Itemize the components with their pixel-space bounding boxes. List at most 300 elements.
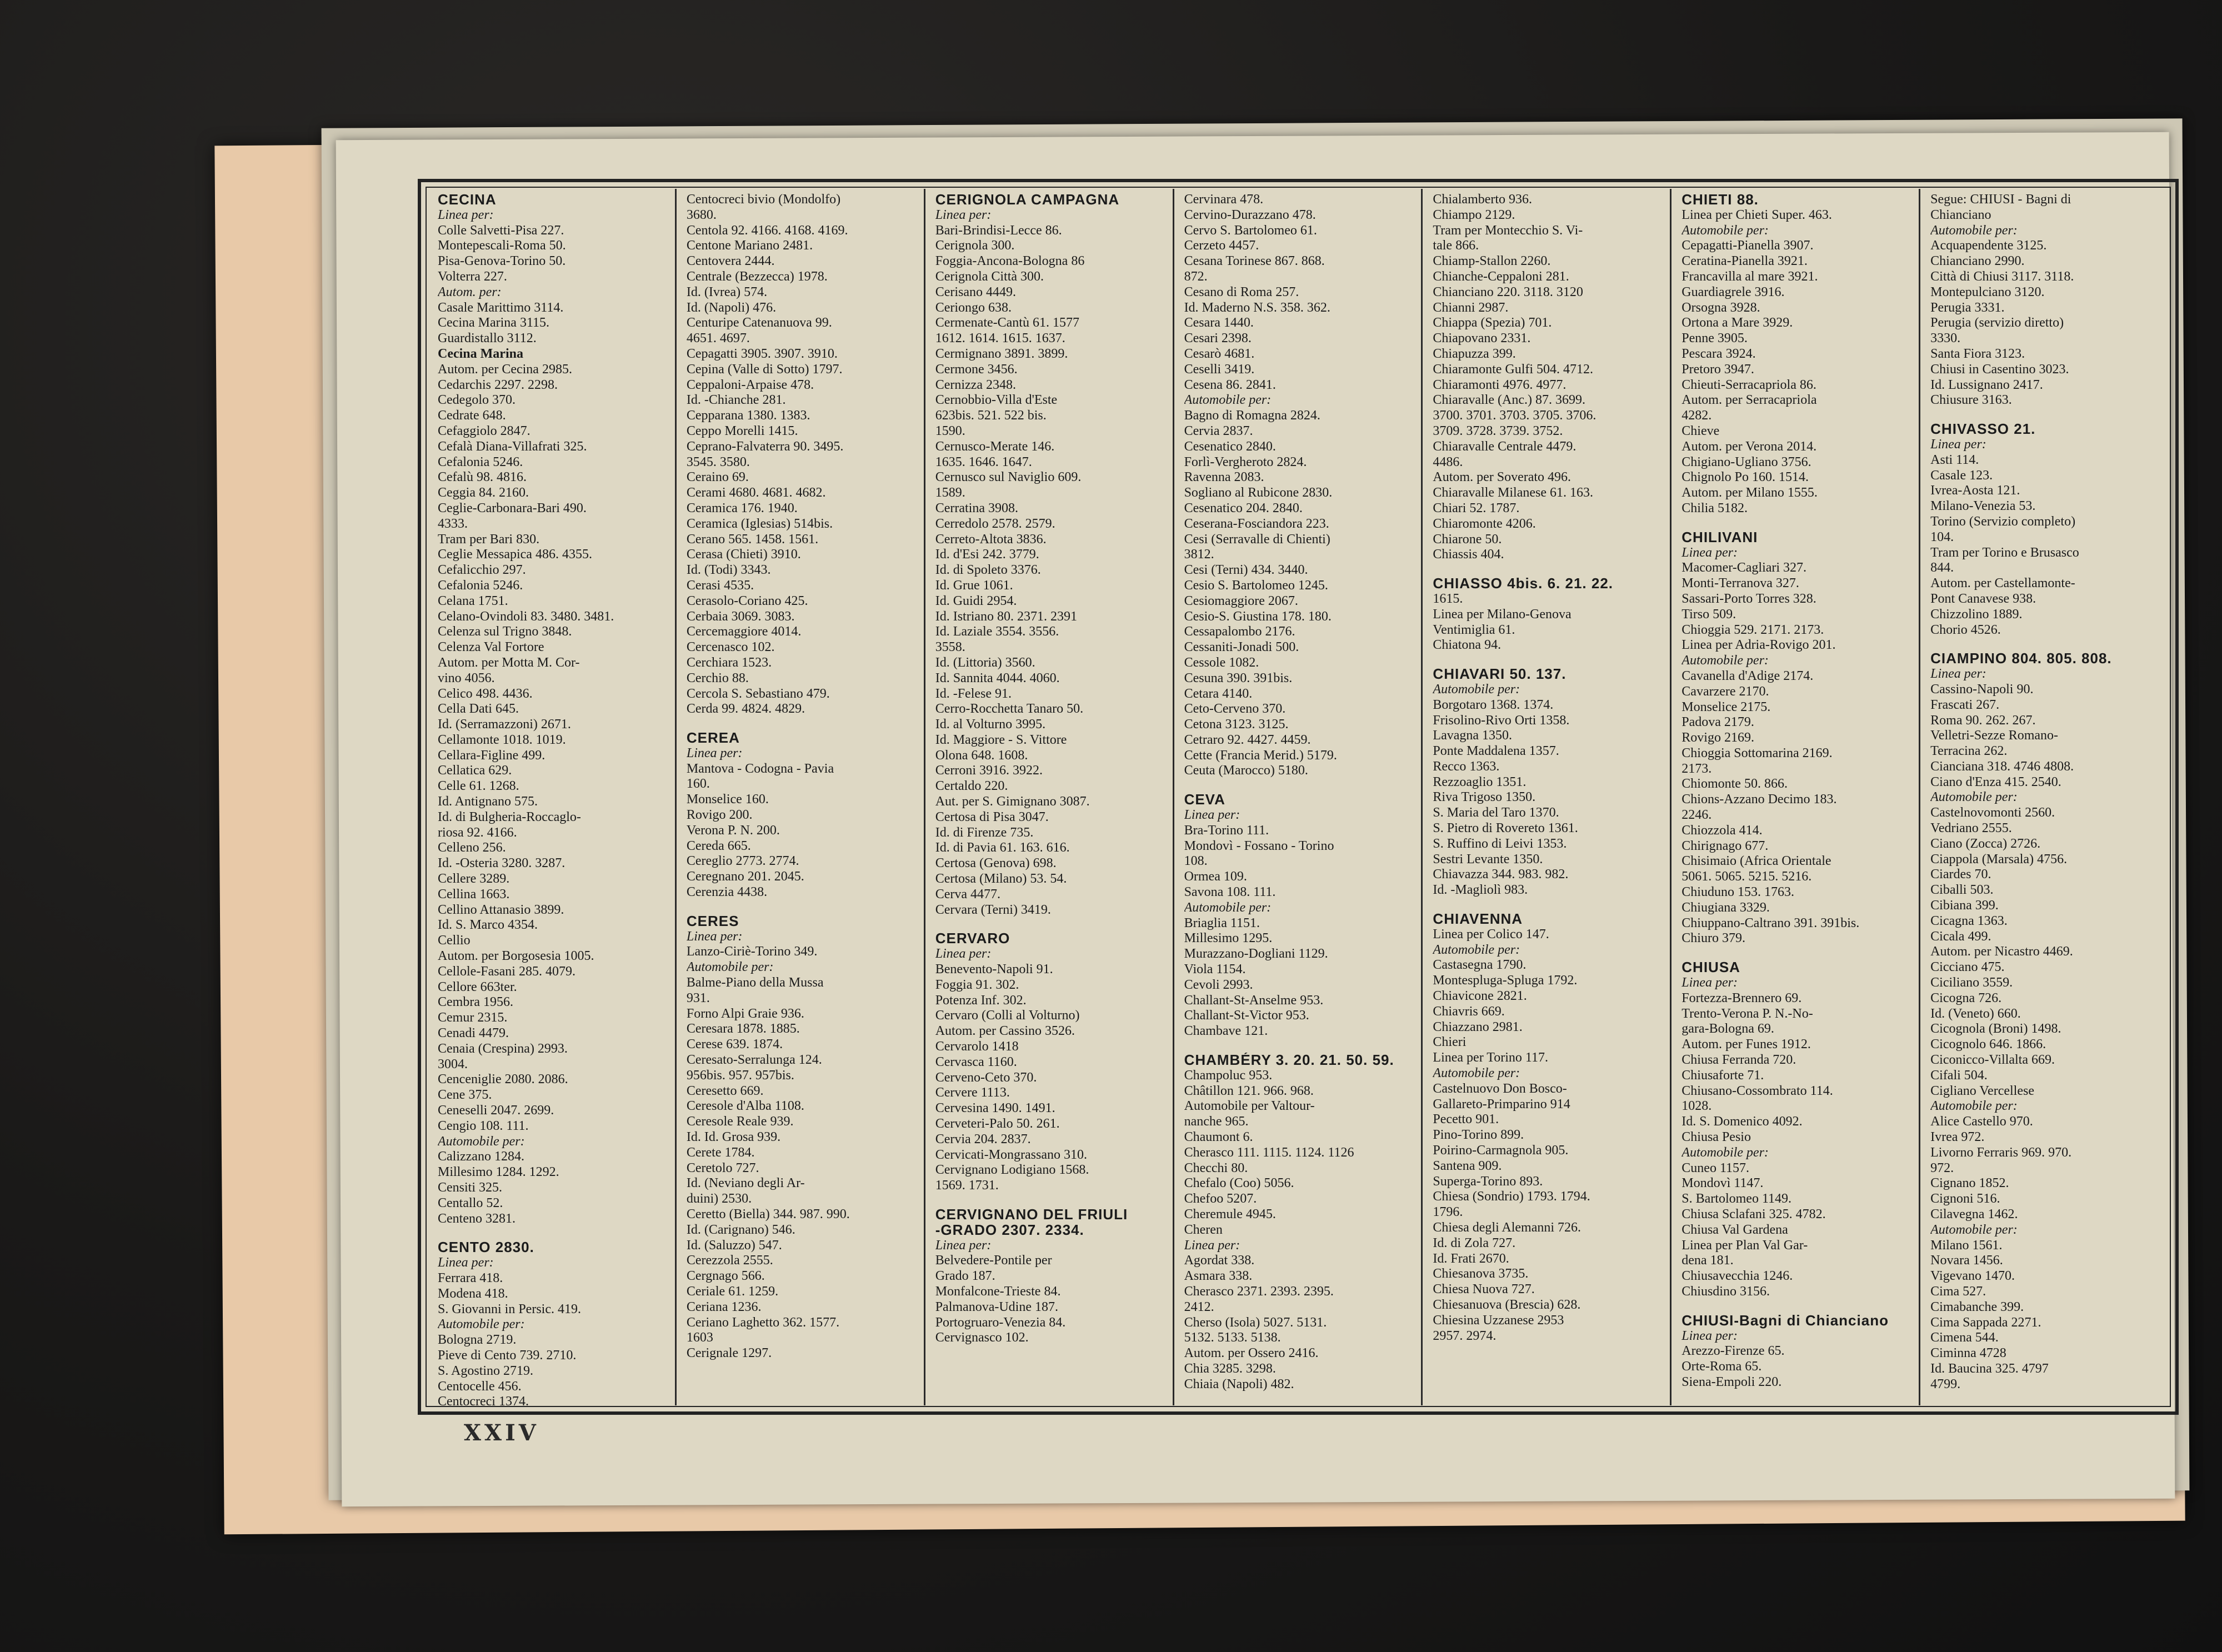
index-entry: Autom. per Castellamonte-: [1930, 576, 2075, 591]
index-entry: Id. Grue 1061.: [935, 578, 1013, 593]
index-entry: Id. di Zola 727.: [1433, 1235, 1516, 1250]
section-heading: CECINA: [438, 192, 497, 208]
index-entry: Cellere 3289.: [438, 872, 510, 887]
index-entry: Automobile per Valtour-: [1184, 1099, 1315, 1114]
index-entry: Penne 3905.: [1681, 331, 1748, 346]
index-entry: Chiazzano 2981.: [1433, 1019, 1523, 1034]
index-entry: Ceresato-Serralunga 124.: [686, 1053, 822, 1068]
index-entry: Chieri: [1433, 1035, 1467, 1050]
index-entry: Murazzano-Dogliani 1129.: [1184, 947, 1328, 962]
index-entry: Cefalà Diana-Villafrati 325.: [438, 439, 587, 454]
index-entry: Linea per:: [1681, 545, 1738, 560]
index-entry: Id. al Volturno 3995.: [935, 717, 1046, 732]
index-entry: Celleno 256.: [438, 840, 506, 855]
index-entry: 1028.: [1681, 1099, 1712, 1114]
index-entry: Chiaramonti 4976. 4977.: [1433, 377, 1567, 392]
index-entry: Centocreci bivio (Mondolfo): [686, 192, 841, 207]
index-entry: Chiusdino 3156.: [1681, 1284, 1770, 1299]
index-entry: Briaglia 1151.: [1184, 915, 1260, 930]
index-entry: Ceresetto 669.: [686, 1083, 764, 1098]
index-entry: Viola 1154.: [1184, 962, 1246, 977]
index-entry: Checchi 80.: [1184, 1160, 1248, 1175]
index-entry: Cenceniglie 2080. 2086.: [438, 1072, 568, 1087]
index-entry: Monfalcone-Trieste 84.: [935, 1284, 1061, 1299]
index-entry: Cervara (Terni) 3419.: [935, 902, 1051, 917]
index-entry: Pieve di Cento 739. 2710.: [438, 1348, 577, 1363]
column-2: [677, 189, 925, 1405]
index-entry: Cedegolo 370.: [438, 393, 516, 408]
index-entry: Pretoro 3947.: [1681, 362, 1754, 377]
index-entry: Chignolo Po 160. 1514.: [1681, 470, 1809, 485]
index-entry: Ceuta (Marocco) 5180.: [1184, 763, 1308, 778]
index-entry: Cesi (Serravalle di Chienti): [1184, 532, 1330, 547]
index-entry: Ceneselli 2047. 2699.: [438, 1103, 554, 1118]
index-entry: Autom. per Ossero 2416.: [1184, 1346, 1319, 1361]
index-entry: Fortezza-Brennero 69.: [1681, 990, 1802, 1005]
index-entry: Chiusa Val Gardena: [1681, 1222, 1788, 1237]
section-heading: -GRADO 2307. 2334.: [935, 1222, 1084, 1238]
index-entry: Centola 92. 4166. 4168. 4169.: [686, 223, 848, 238]
index-entry: Linea per:: [1681, 1328, 1738, 1343]
index-entry: Autom. per Cecina 2985.: [438, 362, 572, 377]
index-entry: Cessapalombo 2176.: [1184, 624, 1295, 639]
index-entry: 3004.: [438, 1057, 468, 1072]
index-entry: Arezzo-Firenze 65.: [1681, 1344, 1785, 1359]
index-entry: 1635. 1646. 1647.: [935, 454, 1032, 469]
index-entry: Cernusco-Merate 146.: [935, 439, 1055, 454]
index-entry: Ceresole d'Alba 1108.: [686, 1099, 804, 1114]
index-entry: Cepina (Valle di Sotto) 1797.: [686, 362, 843, 377]
section-heading: CERVARO: [935, 931, 1010, 947]
index-entry: Chisimaio (Africa Orientale: [1681, 854, 1831, 869]
index-entry: Linea per:: [1930, 437, 1986, 452]
index-entry: Cernizza 2348.: [935, 377, 1016, 392]
index-entry: Pisa-Genova-Torino 50.: [438, 254, 566, 269]
index-entry: Celano-Ovindoli 83. 3480. 3481.: [438, 609, 614, 624]
index-entry: S. Pietro di Rovereto 1361.: [1433, 821, 1578, 836]
index-entry: Cermignano 3891. 3899.: [935, 346, 1068, 361]
index-entry: S. Maria del Taro 1370.: [1433, 805, 1559, 820]
index-entry: Automobile per:: [1930, 1099, 2018, 1114]
index-entry: Centocreci 1374.: [438, 1394, 529, 1405]
index-entry: Rezzoaglio 1351.: [1433, 774, 1527, 789]
index-entry: Cheren: [1184, 1222, 1223, 1237]
index-entry: Cassino-Napoli 90.: [1930, 682, 2034, 697]
index-entry: Cervaro (Colli al Volturno): [935, 1008, 1080, 1023]
index-entry: Certosa (Milano) 53. 54.: [935, 872, 1067, 887]
section-heading: CIAMPINO 804. 805. 808.: [1930, 651, 2112, 667]
index-entry: Chirignago 677.: [1681, 838, 1769, 853]
index-entry: Perugia 3331.: [1930, 300, 2005, 315]
index-entry: Cerasi 4535.: [686, 578, 754, 593]
index-entry: Chianche-Ceppaloni 281.: [1433, 269, 1569, 284]
index-entry: Cefalicchio 297.: [438, 563, 526, 578]
index-entry: Cenaia (Crespina) 2993.: [438, 1041, 568, 1056]
index-columns: [428, 189, 2169, 1405]
index-entry: Chiampo 2129.: [1433, 207, 1515, 222]
index-entry: Chianciano 220. 3118. 3120: [1433, 284, 1583, 299]
index-entry: 1612. 1614. 1615. 1637.: [935, 331, 1065, 346]
index-entry: Chiugiana 3329.: [1681, 900, 1770, 915]
index-entry: Cicognolo 646. 1866.: [1930, 1037, 2046, 1052]
index-entry: Ortona a Mare 3929.: [1681, 316, 1793, 331]
index-entry: Ciano d'Enza 415. 2540.: [1930, 774, 2061, 789]
index-entry: Ivrea-Aosta 121.: [1930, 483, 2020, 498]
index-entry: Chioggia 529. 2171. 2173.: [1681, 622, 1824, 637]
index-entry: Cercenasco 102.: [686, 640, 775, 655]
index-entry: Id. Guidi 2954.: [935, 593, 1017, 608]
index-entry: Gallareto-Primparino 914: [1433, 1097, 1570, 1112]
index-entry: Linea per Torino 117.: [1433, 1050, 1549, 1065]
index-entry: Cepparana 1380. 1383.: [686, 408, 810, 423]
index-entry: Censiti 325.: [438, 1180, 503, 1195]
index-entry: Santa Fiora 3123.: [1930, 346, 2025, 361]
index-entry: Ciardes 70.: [1930, 867, 1991, 882]
index-entry: gara-Bologna 69.: [1681, 1022, 1774, 1037]
index-entry: Cerezzola 2555.: [686, 1253, 773, 1268]
index-entry: Guardistallo 3112.: [438, 331, 537, 346]
index-entry: Id. Istriano 80. 2371. 2391: [935, 609, 1078, 624]
index-entry: Bari-Brindisi-Lecce 86.: [935, 223, 1062, 238]
index-entry: Cerenzia 4438.: [686, 885, 768, 900]
index-entry: Ceprano-Falvaterra 90. 3495.: [686, 439, 844, 454]
index-entry: Ceriongo 638.: [935, 300, 1012, 315]
index-entry: 4333.: [438, 516, 468, 531]
index-entry: Ceppaloni-Arpaise 478.: [686, 377, 814, 392]
index-entry: Cepagatti-Pianella 3907.: [1681, 238, 1814, 253]
index-entry: Challant-St-Victor 953.: [1184, 1008, 1309, 1023]
index-entry: Linea per Adria-Rovigo 201.: [1681, 638, 1836, 653]
index-entry: Milano 1561.: [1930, 1238, 2003, 1253]
index-entry: Cefalonia 5246.: [438, 578, 523, 593]
spacer: [1433, 563, 1663, 576]
index-entry: Chiusavecchia 1246.: [1681, 1269, 1793, 1284]
index-entry: 1603: [686, 1330, 713, 1345]
index-entry: Cavarzere 2170.: [1681, 684, 1769, 699]
column-6: [1671, 189, 1920, 1405]
index-entry: Chizzolino 1889.: [1930, 607, 2023, 622]
index-entry: Cesano di Roma 257.: [1184, 284, 1299, 299]
index-entry: Padova 2179.: [1681, 715, 1754, 730]
index-entry: Linea per:: [1184, 808, 1240, 823]
index-entry: Id. d'Esi 242. 3779.: [935, 547, 1039, 562]
section-heading: CEREA: [686, 730, 740, 746]
index-entry: Id. -Felese 91.: [935, 686, 1012, 701]
index-entry: Ceto-Cerveno 370.: [1184, 702, 1286, 717]
index-entry: Autom. per Milano 1555.: [1681, 485, 1818, 500]
index-entry: Cemur 2315.: [438, 1010, 508, 1025]
index-entry: Cerete 1784.: [686, 1145, 755, 1160]
index-entry: Cembra 1956.: [438, 995, 513, 1010]
index-entry: Cicogna 726.: [1930, 990, 2002, 1005]
index-entry: Autom. per Funes 1912.: [1681, 1037, 1811, 1052]
index-entry: Automobile per:: [1681, 1145, 1769, 1160]
index-entry: Cimena 544.: [1930, 1330, 1999, 1345]
index-entry: Chiaia (Napoli) 482.: [1184, 1376, 1294, 1391]
index-entry: Cecina Marina: [438, 346, 523, 361]
index-entry: Cerro-Rocchetta Tanaro 50.: [935, 702, 1084, 717]
index-entry: Cesenatico 2840.: [1184, 439, 1276, 454]
index-entry: riosa 92. 4166.: [438, 825, 517, 840]
section-heading: CHIAVENNA: [1433, 912, 1523, 927]
index-entry: Millesimo 1295.: [1184, 931, 1273, 946]
index-entry: Tram per Montecchio S. Vi-: [1433, 223, 1583, 238]
index-entry: Cerveno-Ceto 370.: [935, 1070, 1037, 1085]
index-entry: Città di Chiusi 3117. 3118.: [1930, 269, 2074, 284]
index-entry: Montepescali-Roma 50.: [438, 238, 566, 253]
index-entry: Autom. per Cassino 3526.: [935, 1024, 1075, 1039]
index-entry: Chiuduno 153. 1763.: [1681, 885, 1794, 900]
index-entry: Balme-Piano della Mussa: [686, 975, 824, 990]
index-entry: 872.: [1184, 269, 1208, 284]
index-entry: Cesana Torinese 867. 868.: [1184, 254, 1325, 269]
index-entry: Cherasco 111. 1115. 1124. 1126: [1184, 1145, 1354, 1160]
index-entry: Cicala 499.: [1930, 929, 1991, 944]
index-entry: Superga-Torino 893.: [1433, 1174, 1543, 1189]
index-entry: Cerratina 3908.: [935, 500, 1018, 515]
index-entry: Cesena 86. 2841.: [1184, 377, 1276, 392]
index-entry: Chia 3285. 3298.: [1184, 1361, 1276, 1376]
index-entry: Linea per:: [686, 745, 743, 760]
index-entry: Cigliano Vercellese: [1930, 1083, 2034, 1098]
index-entry: Vigevano 1470.: [1930, 1269, 2015, 1284]
index-entry: Velletri-Sezze Romano-: [1930, 728, 2059, 743]
index-entry: Chaumont 6.: [1184, 1130, 1253, 1145]
index-entry: Id. -Magliolì 983.: [1433, 883, 1528, 898]
index-entry: Autom. per Borgosesia 1005.: [438, 949, 594, 964]
index-entry: Cimabanche 399.: [1930, 1299, 2024, 1314]
index-entry: Linea per:: [1184, 1238, 1240, 1253]
index-entry: Ciano (Zocca) 2726.: [1930, 836, 2041, 851]
index-entry: Cellara-Figline 499.: [438, 748, 546, 763]
index-entry: Pescara 3924.: [1681, 346, 1756, 361]
column-4: [1174, 189, 1423, 1405]
index-entry: S. Agostino 2719.: [438, 1363, 534, 1378]
index-entry: Celenza sul Trigno 3848.: [438, 624, 572, 639]
index-entry: Sogliano al Rubicone 2830.: [1184, 485, 1333, 500]
index-entry: nanche 965.: [1184, 1114, 1249, 1129]
index-entry: Cervasca 1160.: [935, 1054, 1017, 1069]
index-entry: Ventimiglia 61.: [1433, 622, 1515, 637]
index-entry: Bagno di Romagna 2824.: [1184, 408, 1320, 423]
index-entry: Cerva 4477.: [935, 887, 1001, 902]
index-entry: Cervia 204. 2837.: [935, 1132, 1031, 1147]
index-entry: Centrale (Bezzecca) 1978.: [686, 269, 828, 284]
index-entry: Chiozzola 414.: [1681, 823, 1763, 838]
index-entry: 972.: [1930, 1160, 1954, 1175]
index-entry: Cevoli 2993.: [1184, 977, 1253, 992]
spacer: [1930, 638, 2163, 651]
index-entry: Belvedere-Pontile per: [935, 1253, 1052, 1268]
index-entry: Cerreto-Altota 3836.: [935, 532, 1047, 547]
index-entry: 3709. 3728. 3739. 3752.: [1433, 423, 1563, 438]
index-entry: 3700. 3701. 3703. 3705. 3706.: [1433, 408, 1597, 423]
index-entry: Id. -Osteria 3280. 3287.: [438, 856, 565, 871]
index-entry: Cesuna 390. 391bis.: [1184, 670, 1293, 685]
index-entry: Cedarchis 2297. 2298.: [438, 377, 558, 392]
index-entry: Chieve: [1681, 423, 1720, 438]
index-entry: Cefaggiolo 2847.: [438, 423, 531, 438]
index-entry: Chorio 4526.: [1930, 622, 2001, 637]
index-entry: 844.: [1930, 560, 1954, 575]
index-entry: Linea per Milano-Genova: [1433, 607, 1572, 622]
index-entry: Linea per:: [686, 929, 743, 944]
index-entry: Chialamberto 936.: [1433, 192, 1533, 207]
index-entry: Automobile per:: [438, 1317, 525, 1332]
index-entry: Chiapovano 2331.: [1433, 331, 1531, 346]
index-entry: Cerchiara 1523.: [686, 655, 772, 670]
index-entry: Ceglie-Carbonara-Bari 490.: [438, 500, 587, 515]
index-entry: Cerbaia 3069. 3083.: [686, 609, 795, 624]
index-entry: Centone Mariano 2481.: [686, 238, 813, 253]
index-entry: Grado 187.: [935, 1269, 995, 1284]
index-entry: Cerasa (Chieti) 3910.: [686, 547, 801, 562]
index-entry: Cicognola (Broni) 1498.: [1930, 1022, 2061, 1037]
index-entry: Millesimo 1284. 1292.: [438, 1165, 559, 1180]
index-entry: Automobile per:: [1681, 653, 1769, 668]
index-entry: Ceglie Messapica 486. 4355.: [438, 547, 592, 562]
index-entry: Pont Canavese 938.: [1930, 591, 2036, 606]
index-entry: Châtillon 121. 966. 968.: [1184, 1083, 1314, 1098]
index-entry: Asti 114.: [1930, 452, 1979, 467]
index-entry: Pecetto 901.: [1433, 1112, 1499, 1127]
index-entry: Chiavris 669.: [1433, 1004, 1505, 1019]
index-entry: Chiaravalle Centrale 4479.: [1433, 439, 1577, 454]
index-entry: Id. di Spoleto 3376.: [935, 563, 1041, 578]
index-entry: Cherso (Isola) 5027. 5131.: [1184, 1315, 1327, 1330]
index-entry: Chiesanova 3735.: [1433, 1266, 1529, 1281]
index-entry: Cesiomaggiore 2067.: [1184, 593, 1298, 608]
index-entry: Cibiana 399.: [1930, 898, 1999, 913]
index-entry: Cereglio 2773. 2774.: [686, 854, 799, 869]
index-entry: Segue: CHIUSI - Bagni di: [1930, 192, 2071, 207]
section-heading: CHIETI 88.: [1681, 192, 1759, 208]
index-entry: Chiuro 379.: [1681, 931, 1745, 946]
index-entry: Autom. per Soverato 496.: [1433, 470, 1572, 485]
index-entry: Id. -Chianche 281.: [686, 393, 786, 408]
index-entry: 4799.: [1930, 1376, 1961, 1391]
index-entry: 2173.: [1681, 761, 1712, 776]
index-entry: Cermenate-Cantù 61. 1577: [935, 316, 1079, 331]
column-7: [1920, 189, 2169, 1405]
index-entry: Cesenatico 204. 2840.: [1184, 500, 1303, 515]
index-entry: Vedriano 2555.: [1930, 821, 2012, 836]
index-entry: Chambave 121.: [1184, 1024, 1268, 1039]
index-entry: Foggia-Ancona-Bologna 86: [935, 254, 1085, 269]
index-entry: Colle Salvetti-Pisa 227.: [438, 223, 564, 238]
index-entry: Potenza Inf. 302.: [935, 993, 1027, 1008]
index-entry: Linea per:: [935, 207, 992, 222]
index-entry: Cima 527.: [1930, 1284, 1986, 1299]
index-entry: Chiari 52. 1787.: [1433, 500, 1520, 515]
index-entry: Tram per Torino e Brusasco: [1930, 545, 2079, 560]
index-entry: Certosa (Genova) 698.: [935, 856, 1057, 871]
index-entry: Cervignasco 102.: [935, 1330, 1029, 1345]
index-entry: Id. (Serramazzoni) 2671.: [438, 717, 571, 732]
index-entry: Frascati 267.: [1930, 697, 2000, 712]
spacer: [1930, 408, 2163, 422]
section-heading: CHIAVARI 50. 137.: [1433, 667, 1567, 682]
column-1: [428, 189, 677, 1405]
index-entry: Rovigo 2169.: [1681, 730, 1754, 745]
index-entry: Forno Alpi Graie 936.: [686, 1006, 804, 1021]
index-entry: Chiaramonte Gulfi 504. 4712.: [1433, 362, 1594, 377]
index-entry: Ceserana-Fosciandora 223.: [1184, 516, 1329, 531]
index-entry: Castelnuovo Don Bosco-: [1433, 1081, 1567, 1096]
index-entry: Ceretolo 727.: [686, 1160, 759, 1175]
index-entry: Ceresara 1878. 1885.: [686, 1022, 800, 1037]
index-entry: Casale 123.: [1930, 468, 1993, 483]
index-entry: Id. (Littoria) 3560.: [935, 655, 1035, 670]
index-entry: Chianciano 2990.: [1930, 254, 2025, 269]
index-entry: Cerredolo 2578. 2579.: [935, 516, 1055, 531]
spacer: [1433, 653, 1663, 667]
index-entry: Cesio-S. Giustina 178. 180.: [1184, 609, 1332, 624]
spacer: [1681, 947, 1912, 960]
index-entry: Cerignola 300.: [935, 238, 1015, 253]
index-entry: Chiusa Ferranda 720.: [1681, 1053, 1796, 1068]
index-entry: Centuripe Catenanuova 99.: [686, 316, 832, 331]
index-entry: Cervicati-Mongrassano 310.: [935, 1147, 1087, 1162]
index-entry: 2412.: [1184, 1299, 1214, 1314]
index-entry: 108.: [1184, 854, 1208, 869]
index-entry: Id. di Bulgheria-Roccaglo-: [438, 809, 581, 824]
index-entry: Id. Lussignano 2417.: [1930, 377, 2043, 392]
index-entry: Aut. per S. Gimignano 3087.: [935, 794, 1090, 809]
index-entry: Agordat 338.: [1184, 1253, 1255, 1268]
index-entry: Id. Laziale 3554. 3556.: [935, 624, 1059, 639]
index-entry: Cetraro 92. 4427. 4459.: [1184, 732, 1311, 747]
index-entry: Cerzeto 4457.: [1184, 238, 1259, 253]
index-entry: Chianciano: [1930, 207, 1991, 222]
spacer: [935, 918, 1166, 931]
index-entry: Ceregnano 201. 2045.: [686, 869, 804, 884]
spacer: [1433, 898, 1663, 912]
index-entry: Foggia 91. 302.: [935, 977, 1019, 992]
index-entry: S. Giovanni in Persic. 419.: [438, 1301, 581, 1316]
index-entry: 3545. 3580.: [686, 454, 750, 469]
index-entry: Ciminna 4728: [1930, 1346, 2006, 1361]
index-entry: Forlì-Vergheroto 2824.: [1184, 454, 1307, 469]
index-entry: Chiusi in Casentino 3023.: [1930, 362, 2069, 377]
index-entry: Chiomonte 50. 866.: [1681, 777, 1788, 792]
index-entry: Cervinara 478.: [1184, 192, 1264, 207]
index-entry: Benevento-Napoli 91.: [935, 962, 1053, 977]
index-entry: Cima Sappada 2271.: [1930, 1315, 2041, 1330]
spacer: [1681, 1300, 1912, 1313]
index-entry: Castasegna 1790.: [1433, 958, 1527, 973]
index-entry: Chiapuzza 399.: [1433, 346, 1516, 361]
index-entry: Id. (Veneto) 660.: [1930, 1006, 2021, 1021]
index-entry: Linea per:: [935, 1238, 992, 1253]
index-entry: Cignano 1852.: [1930, 1176, 2009, 1191]
index-entry: Automobile per:: [1433, 1066, 1520, 1081]
index-entry: Borgotaro 1368. 1374.: [1433, 697, 1554, 712]
index-entry: Lavagna 1350.: [1433, 728, 1513, 743]
index-entry: Recco 1363.: [1433, 759, 1500, 774]
index-entry: Chiesanuova (Brescia) 628.: [1433, 1297, 1581, 1312]
index-entry: Cellio: [438, 933, 471, 948]
index-entry: Montepulciano 3120.: [1930, 284, 2045, 299]
section-heading: CENTO 2830.: [438, 1240, 534, 1256]
index-entry: Cellamonte 1018. 1019.: [438, 732, 566, 747]
index-entry: 2957. 2974.: [1433, 1328, 1497, 1343]
index-entry: Cella Dati 645.: [438, 702, 519, 717]
index-entry: Ceggia 84. 2160.: [438, 485, 529, 500]
index-entry: Cerano 565. 1458. 1561.: [686, 532, 819, 547]
index-entry: Chiusa Pesio: [1681, 1130, 1751, 1145]
index-entry: Chiassis 404.: [1433, 547, 1504, 562]
